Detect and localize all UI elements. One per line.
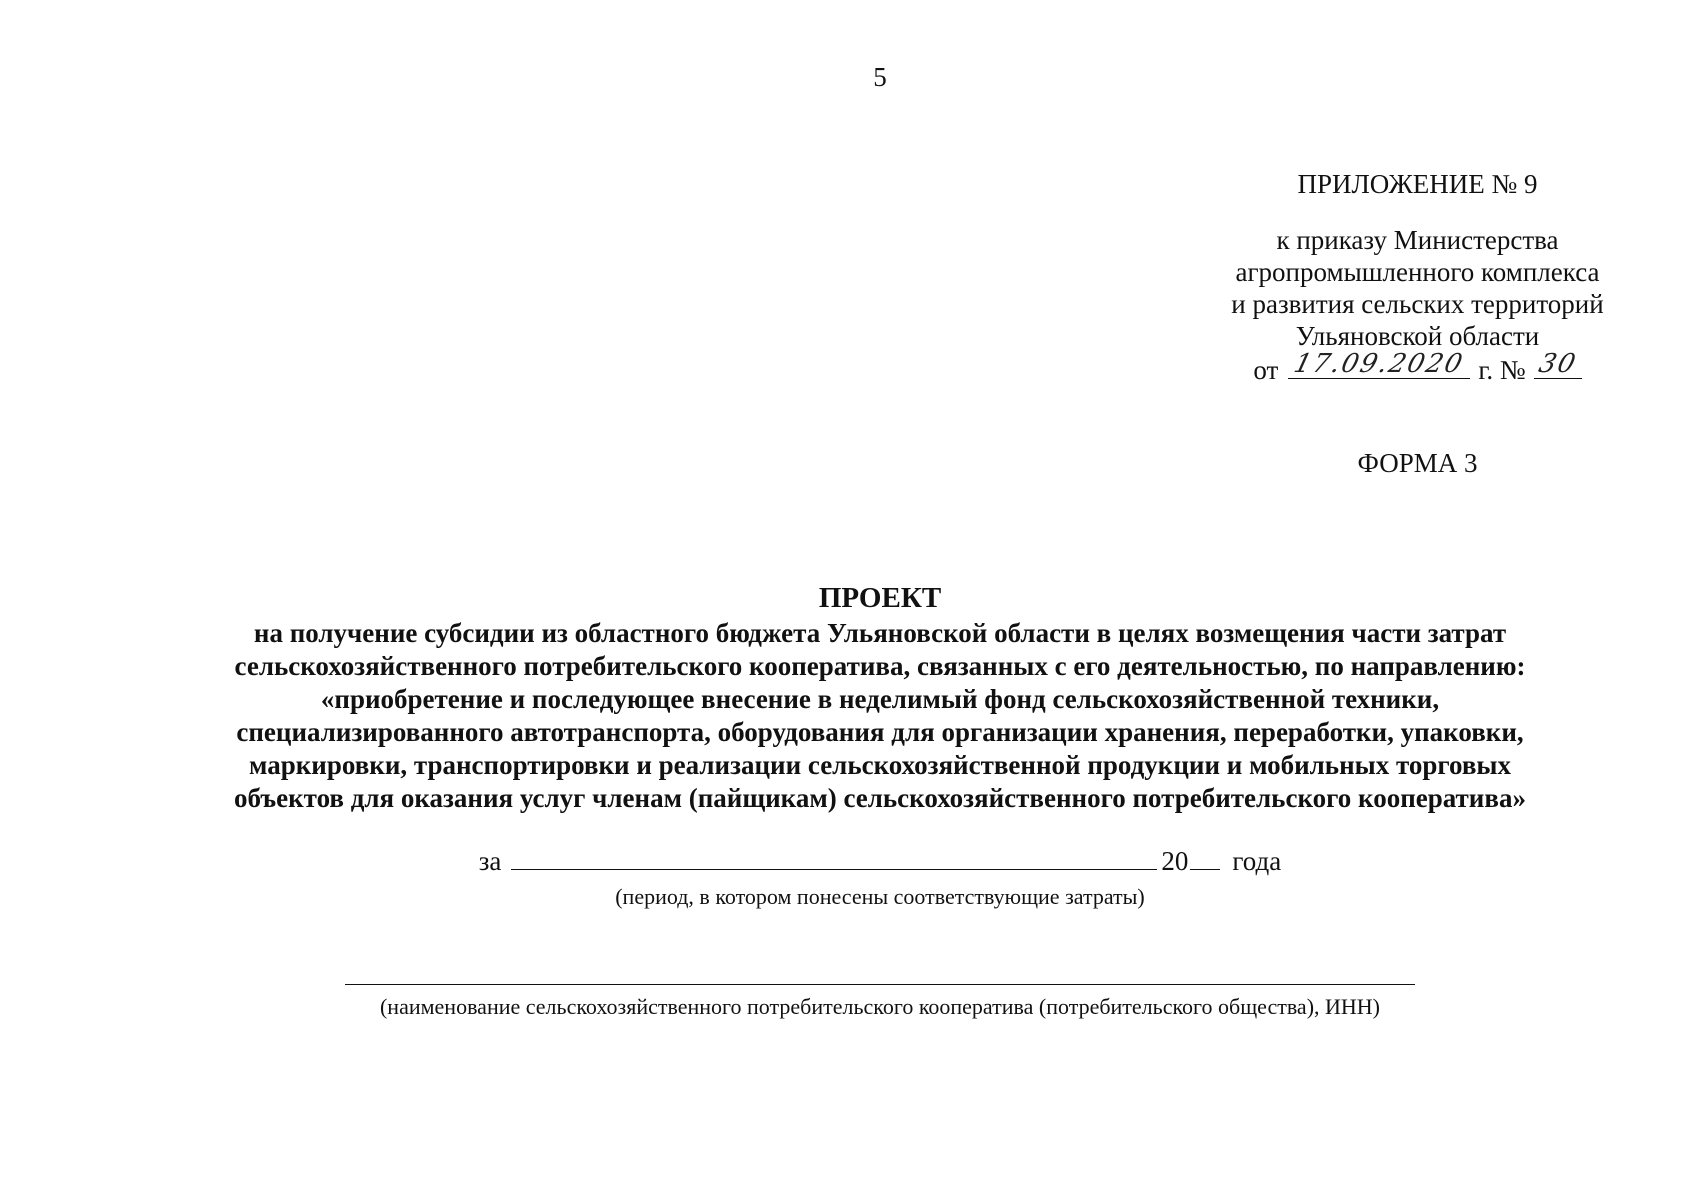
handwritten-date: 17.09.2020 [1291,349,1468,379]
period-suffix: года [1232,846,1282,876]
handwritten-number: 30 [1535,349,1580,379]
period-caption: (период, в котором понесены соответствующие затраты) [615,884,1145,909]
period-blank [511,847,1157,870]
order-date-number-line [1180,349,1655,386]
year-blank [1190,847,1220,870]
date-blank [1288,349,1470,379]
project-line: сельскохозяйственного потребительского кооператива, связанных с его деятельностью, по направлению: [234,651,1526,681]
project-heading: ПРОЕКТ [818,582,942,614]
appendix-title: ПРИЛОЖЕНИЕ № 9 [1297,169,1538,199]
appendix-line: Ульяновской области [1295,321,1540,351]
period-line [0,846,1698,877]
appendix-block [1180,168,1655,386]
form-label: ФОРМА 3 [1357,448,1478,478]
project-line: «приобретение и последующее внесение в неделимый фонд сельскохозяйственной техники, [320,684,1440,714]
page-number: 5 [873,62,887,92]
number-blank [1534,349,1582,379]
cooperative-name-blank [345,984,1415,985]
project-title-block [0,582,1698,815]
project-line: объектов для оказания услуг членам (пайщикам) сельскохозяйственного потребительского кооператива» [234,783,1526,813]
date-prefix: от [1253,355,1279,385]
appendix-line: и развития сельских территорий [1231,289,1604,319]
appendix-line: агропромышленного комплекса [1235,257,1600,287]
appendix-line: к приказу Министерства [1276,225,1559,255]
project-line: на получение субсидии из областного бюджета Ульяновской области в целях возмещения части затрат [253,618,1507,648]
cooperative-name-caption: (наименование сельскохозяйственного потребительского кооператива (потребительского общества), ИНН) [379,994,1381,1019]
project-line: маркировки, транспортировки и реализации сельскохозяйственной продукции и мобильных торговых [249,750,1511,780]
year-prefix: 20 [1161,846,1189,876]
period-prefix: за [478,846,502,876]
number-prefix: г. № [1478,355,1526,385]
project-line: специализированного автотранспорта, оборудования для организации хранения, переработки, упаковки, [236,717,1524,747]
